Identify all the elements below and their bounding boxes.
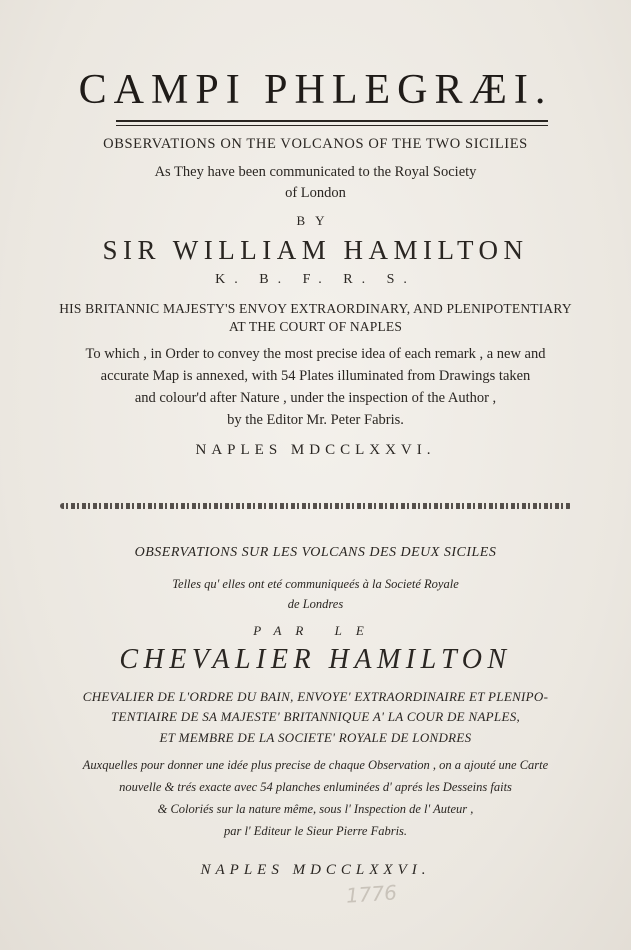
french-communicated-line: Telles qu' elles ont eté communiqueés à la Societé Royale bbox=[172, 577, 459, 591]
english-imprint: NAPLES MDCCLXXVI. bbox=[195, 442, 436, 458]
french-par-line: PAR LE bbox=[253, 623, 378, 638]
english-envoy-line-2: AT THE COURT OF NAPLES bbox=[228, 319, 403, 334]
english-paragraph-line-4: by the Editor Mr. Peter Fabris. bbox=[227, 412, 404, 428]
book-title: CAMPI PHLEGRÆI. bbox=[78, 67, 553, 113]
title-double-rule bbox=[116, 120, 548, 126]
french-london-line: de Londres bbox=[287, 597, 344, 611]
french-imprint: NAPLES MDCCLXXVI. bbox=[200, 862, 431, 878]
english-paragraph-line-2: accurate Map is annexed, with 54 Plates illuminated from Drawings taken bbox=[100, 368, 531, 384]
ornamental-divider bbox=[60, 503, 572, 509]
french-titles-line-2: TENTIAIRE DE SA MAJESTE' BRITANNIQUE A' LA COUR DE NAPLES, bbox=[110, 709, 521, 724]
french-titles-line-3: ET MEMBRE DE LA SOCIETE' ROYALE DE LONDRES bbox=[159, 730, 472, 745]
english-subtitle: OBSERVATIONS ON THE VOLCANOS OF THE TWO SICILIES bbox=[103, 136, 528, 152]
pencil-date-note: 1776 bbox=[345, 880, 398, 908]
english-author-name: SIR WILLIAM HAMILTON bbox=[102, 235, 529, 265]
author-honours: K. B. F. R. S. bbox=[215, 272, 416, 287]
french-paragraph-line-4: par l' Editeur le Sieur Pierre Fabris. bbox=[223, 824, 408, 838]
french-paragraph-line-3: & Coloriés sur la nature même, sous l' Inspection de l' Auteur , bbox=[157, 802, 474, 816]
french-subtitle: OBSERVATIONS SUR LES VOLCANS DES DEUX SICILES bbox=[134, 545, 497, 560]
french-paragraph-line-2: nouvelle & trés exacte avec 54 planches enluminées d' aprés les Desseins faits bbox=[119, 780, 512, 794]
english-paragraph-line-3: and colour'd after Nature , under the inspection of the Author , bbox=[134, 390, 497, 406]
french-paragraph-line-1: Auxquelles pour donner une idée plus precise de chaque Observation , on a ajouté une Carte bbox=[82, 758, 549, 772]
english-communicated-line: As They have been communicated to the Royal Society bbox=[154, 164, 477, 180]
english-london-line: of London bbox=[285, 185, 346, 201]
french-titles-line-1: CHEVALIER DE L'ORDRE DU BAIN, ENVOYE' EXTRAORDINAIRE ET PLENIPO- bbox=[82, 689, 549, 704]
french-author-name: CHEVALIER HAMILTON bbox=[119, 644, 512, 675]
english-envoy-line-1: HIS BRITANNIC MAJESTY'S ENVOY EXTRAORDINARY, AND PLENIPOTENTIARY bbox=[59, 301, 572, 316]
english-by-line: BY bbox=[296, 213, 335, 228]
english-paragraph-line-1: To which , in Order to convey the most precise idea of each remark , a new and bbox=[85, 346, 546, 362]
